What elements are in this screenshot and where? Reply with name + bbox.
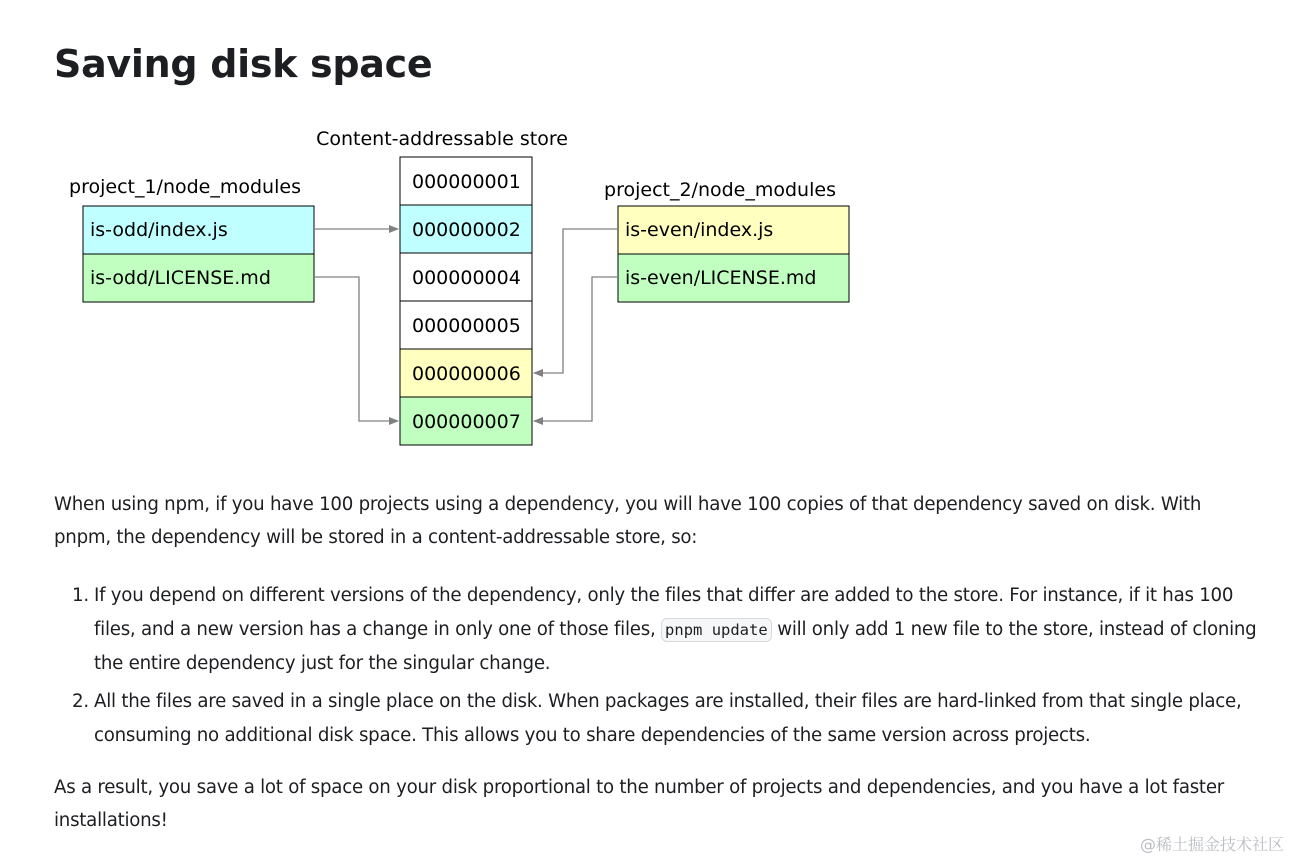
store-entry: 000000006 bbox=[412, 363, 521, 385]
project2-file: is-even/LICENSE.md bbox=[625, 267, 817, 289]
store-entry: 000000002 bbox=[412, 219, 521, 241]
benefits-list bbox=[72, 579, 1264, 757]
store-entry: 000000001 bbox=[412, 171, 521, 193]
intro-paragraph: When using npm, if you have 100 projects using a dependency, you will have 100 copies of that dependency saved on disk. With pnpm, the dependency will be stored in a content-addressable store, so: bbox=[54, 494, 1202, 548]
store-column bbox=[400, 157, 532, 445]
project1-file: is-odd/LICENSE.md bbox=[90, 267, 271, 289]
project1-label: project_1/node_modules bbox=[69, 176, 301, 198]
store-label: Content-addressable store bbox=[316, 128, 568, 150]
page-title: Saving disk space bbox=[54, 42, 433, 86]
list-number: 2. bbox=[72, 691, 89, 712]
project2-files bbox=[618, 206, 849, 302]
list-item bbox=[72, 685, 1264, 753]
arrow-is-odd-license bbox=[315, 277, 398, 421]
store-entry: 000000004 bbox=[412, 267, 521, 289]
arrow-is-even-index bbox=[534, 229, 617, 373]
project2-label: project_2/node_modules bbox=[604, 179, 836, 201]
list-text: will only add 1 new file to the store, instead of cloning the entire dependency just for the singular change. bbox=[94, 619, 1257, 674]
project1-file: is-odd/index.js bbox=[90, 219, 228, 241]
project2-file: is-even/index.js bbox=[625, 219, 774, 241]
project1-files bbox=[83, 206, 314, 302]
arrow-is-even-license bbox=[534, 277, 617, 421]
store-entry: 000000005 bbox=[412, 315, 521, 337]
list-number: 1. bbox=[72, 585, 89, 606]
store-entry: 000000007 bbox=[412, 411, 521, 433]
list-text: If you depend on different versions of the dependency, only the files that differ are added to the store. For instance, if it has 100 files, and a new version has a change in only one of those files, bbox=[94, 585, 1234, 640]
conclusion-paragraph: As a result, you save a lot of space on your disk proportional to the number of projects and dependencies, and you have a lot faster installations! bbox=[54, 777, 1224, 831]
list-text: All the files are saved in a single place on the disk. When packages are installed, their files are hard-linked from that single place, consuming no additional disk space. This allows you to share dependencies of the same version across projects. bbox=[94, 691, 1242, 746]
list-item bbox=[72, 579, 1264, 681]
inline-code: pnpm update bbox=[661, 618, 772, 642]
watermark: @稀土掘金技术社区 bbox=[1139, 835, 1284, 854]
